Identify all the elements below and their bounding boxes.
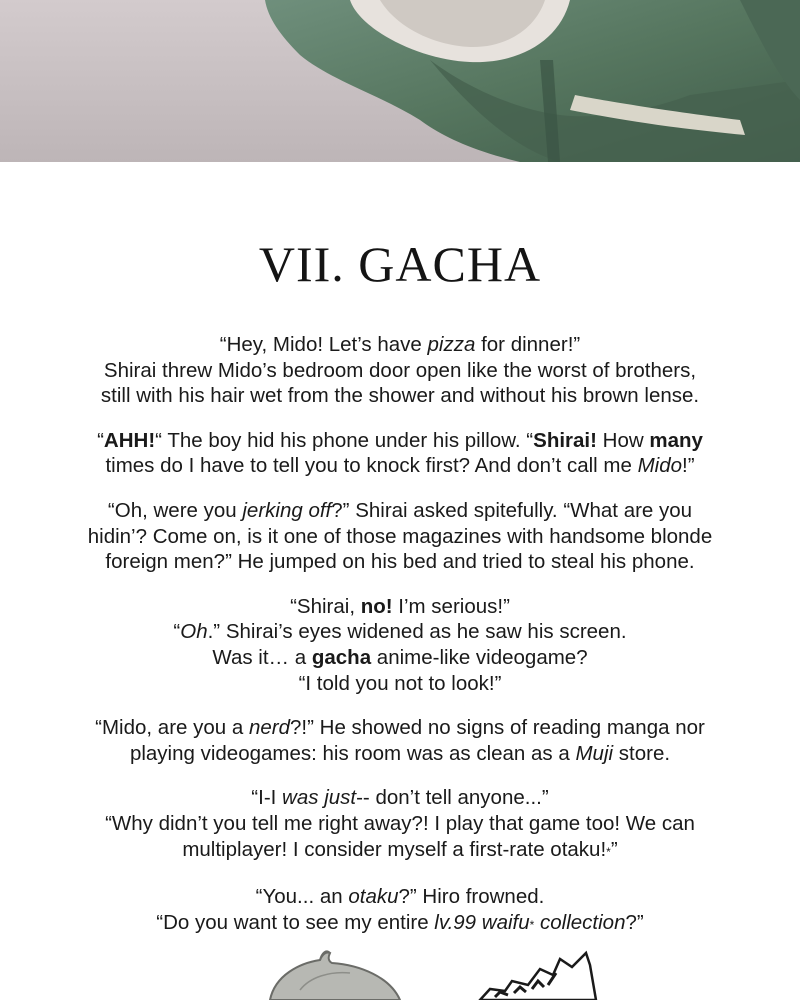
paragraph-line: “I told you not to look!”: [298, 671, 502, 695]
story-text: [40, 332, 760, 957]
footnote-asterisk: *: [529, 917, 535, 932]
paragraph-line: “Oh.” Shirai’s eyes widened as he saw his screen.: [173, 620, 627, 644]
paragraph-line: Was it… a gacha anime-like videogame?: [212, 645, 588, 669]
paragraph-1: [40, 332, 760, 409]
paragraph-line: foreign men?” He jumped on his bed and tried to steal his phone.: [105, 550, 695, 574]
paragraph-7: [40, 884, 760, 938]
paragraph-line: Shirai threw Mido’s bedroom door open like the worst of brothers,: [103, 358, 697, 382]
paragraph-2: [40, 428, 760, 479]
footnote-asterisk: *: [606, 844, 611, 859]
paragraph-line: multiplayer! I consider myself a first-rate otaku!*”: [182, 837, 618, 861]
chapter-title: VII. GACHA: [258, 236, 542, 292]
paragraph-line: hidin’? Come on, is it one of those magazines with handsome blonde: [87, 524, 713, 548]
paragraph-line: “Shirai, no! I’m serious!”: [290, 594, 510, 618]
paragraph-line: “Oh, were you jerking off?” Shirai asked spitefully. “What are you: [107, 498, 693, 522]
illustration-jacket-closeup: [0, 0, 800, 162]
paragraph-6: [40, 785, 760, 865]
paragraph-line: “I-I was just-- don’t tell anyone...”: [251, 786, 549, 810]
paragraph-line: times do I have to tell you to knock first? And don’t call me Mido!”: [105, 454, 695, 478]
paragraph-line: “Mido, are you a nerd?!” He showed no signs of reading manga nor: [95, 716, 705, 740]
paragraph-4: [40, 594, 760, 696]
top-illustration-panel: [0, 0, 800, 162]
paragraph-line: “Hey, Mido! Let’s have pizza for dinner!”: [219, 333, 581, 356]
illustration-character-head-and-sfx: [0, 945, 800, 1000]
paragraph-line: “You... an otaku?” Hiro frowned.: [255, 885, 545, 909]
paragraph-3: [40, 498, 760, 575]
paragraph-line: playing videogames: his room was as clean as a Muji store.: [129, 741, 671, 765]
bottom-illustration-panel: [0, 945, 800, 1000]
paragraph-line: “AHH!“ The boy hid his phone under his pillow. “Shirai! How many: [97, 428, 703, 452]
paragraph-line: “Do you want to see my entire lv.99 waifu* collection?”: [156, 910, 644, 934]
paragraph-line: “Why didn’t you tell me right away?! I play that game too! We can: [105, 811, 695, 835]
paragraph-line: still with his hair wet from the shower and without his brown lense.: [100, 384, 700, 408]
paragraph-5: [40, 715, 760, 766]
